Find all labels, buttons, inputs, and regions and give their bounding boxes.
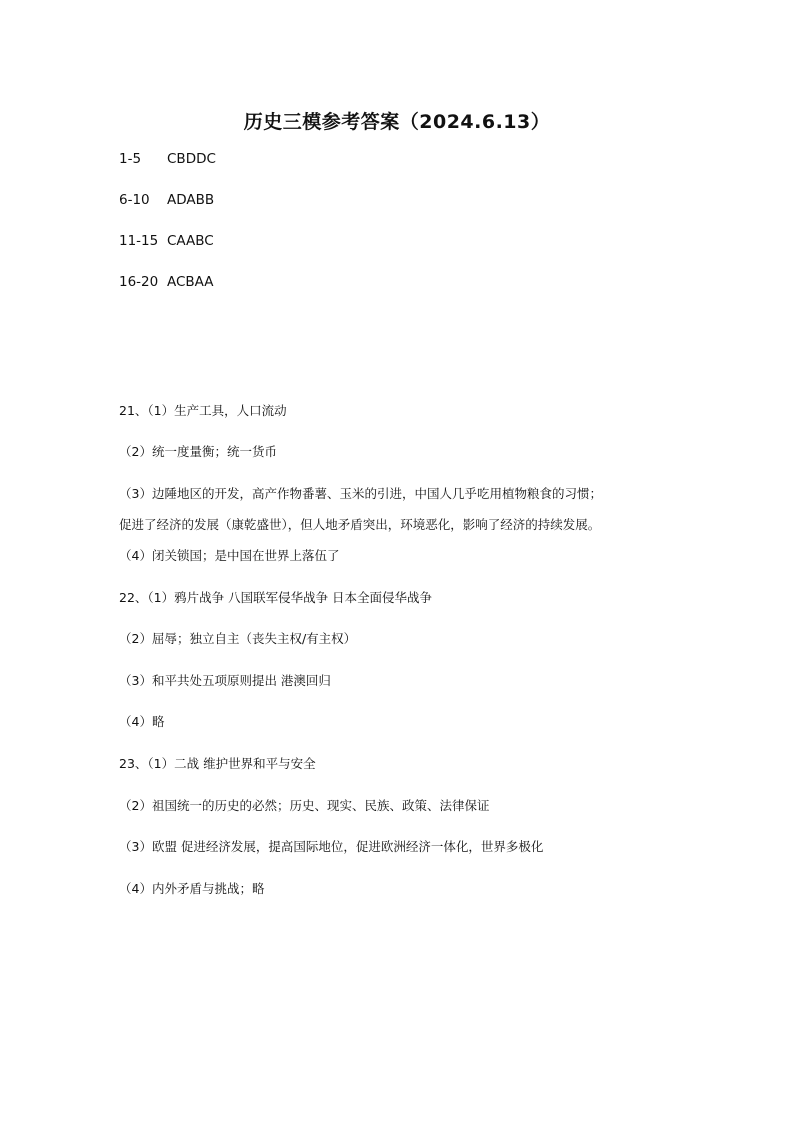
q23-part4: （4）内外矛盾与挑战；略 [119,881,265,896]
mc-answers: CAABC [167,233,214,249]
q21-part3-line2: 促进了经济的发展（康乾盛世），但人地矛盾突出，环境恶化，影响了经济的持续发展。 [119,517,601,532]
q22-part1: 22、（1）鸦片战争 八国联军侵华战争 日本全面侵华战争 [119,590,433,605]
q22-part2: （2）屈辱；独立自主（丧失主权/有主权） [119,631,357,646]
q22-part3: （3）和平共处五项原则提出 港澳回归 [119,673,331,688]
q23-part3: （3）欧盟 促进经济发展，提高国际地位，促进欧洲经济一体化，世界多极化 [119,839,544,854]
q21-part3-line1: （3）边陲地区的开发，高产作物番薯、玉米的引进，中国人几乎吃用植物粮食的习惯； [119,486,602,501]
mc-answers: ADABB [167,192,215,208]
mc-row-1 [119,151,216,167]
mc-row-4 [119,274,214,290]
mc-answers: ACBAA [167,274,214,290]
q21-part4: （4）闭关锁国；是中国在世界上落伍了 [119,548,340,563]
mc-range: 11-15 [119,233,159,249]
mc-range: 6-10 [119,192,150,208]
q22-part4: （4）略 [119,714,165,729]
q23-part1: 23、（1）二战 维护世界和平与安全 [119,756,316,771]
page-title: 历史三模参考答案（2024.6.13） [243,111,551,133]
q21-part2: （2）统一度量衡；统一货币 [119,444,277,459]
mc-range: 1-5 [119,151,142,167]
mc-answers: CBDDC [167,151,216,167]
mc-range: 16-20 [119,274,159,290]
q23-part2: （2）祖国统一的历史的必然；历史、现实、民族、政策、法律保证 [119,798,490,813]
q21-part1: 21、（1）生产工具，人口流动 [119,403,287,418]
mc-row-3 [119,233,214,249]
mc-row-2 [119,192,214,208]
